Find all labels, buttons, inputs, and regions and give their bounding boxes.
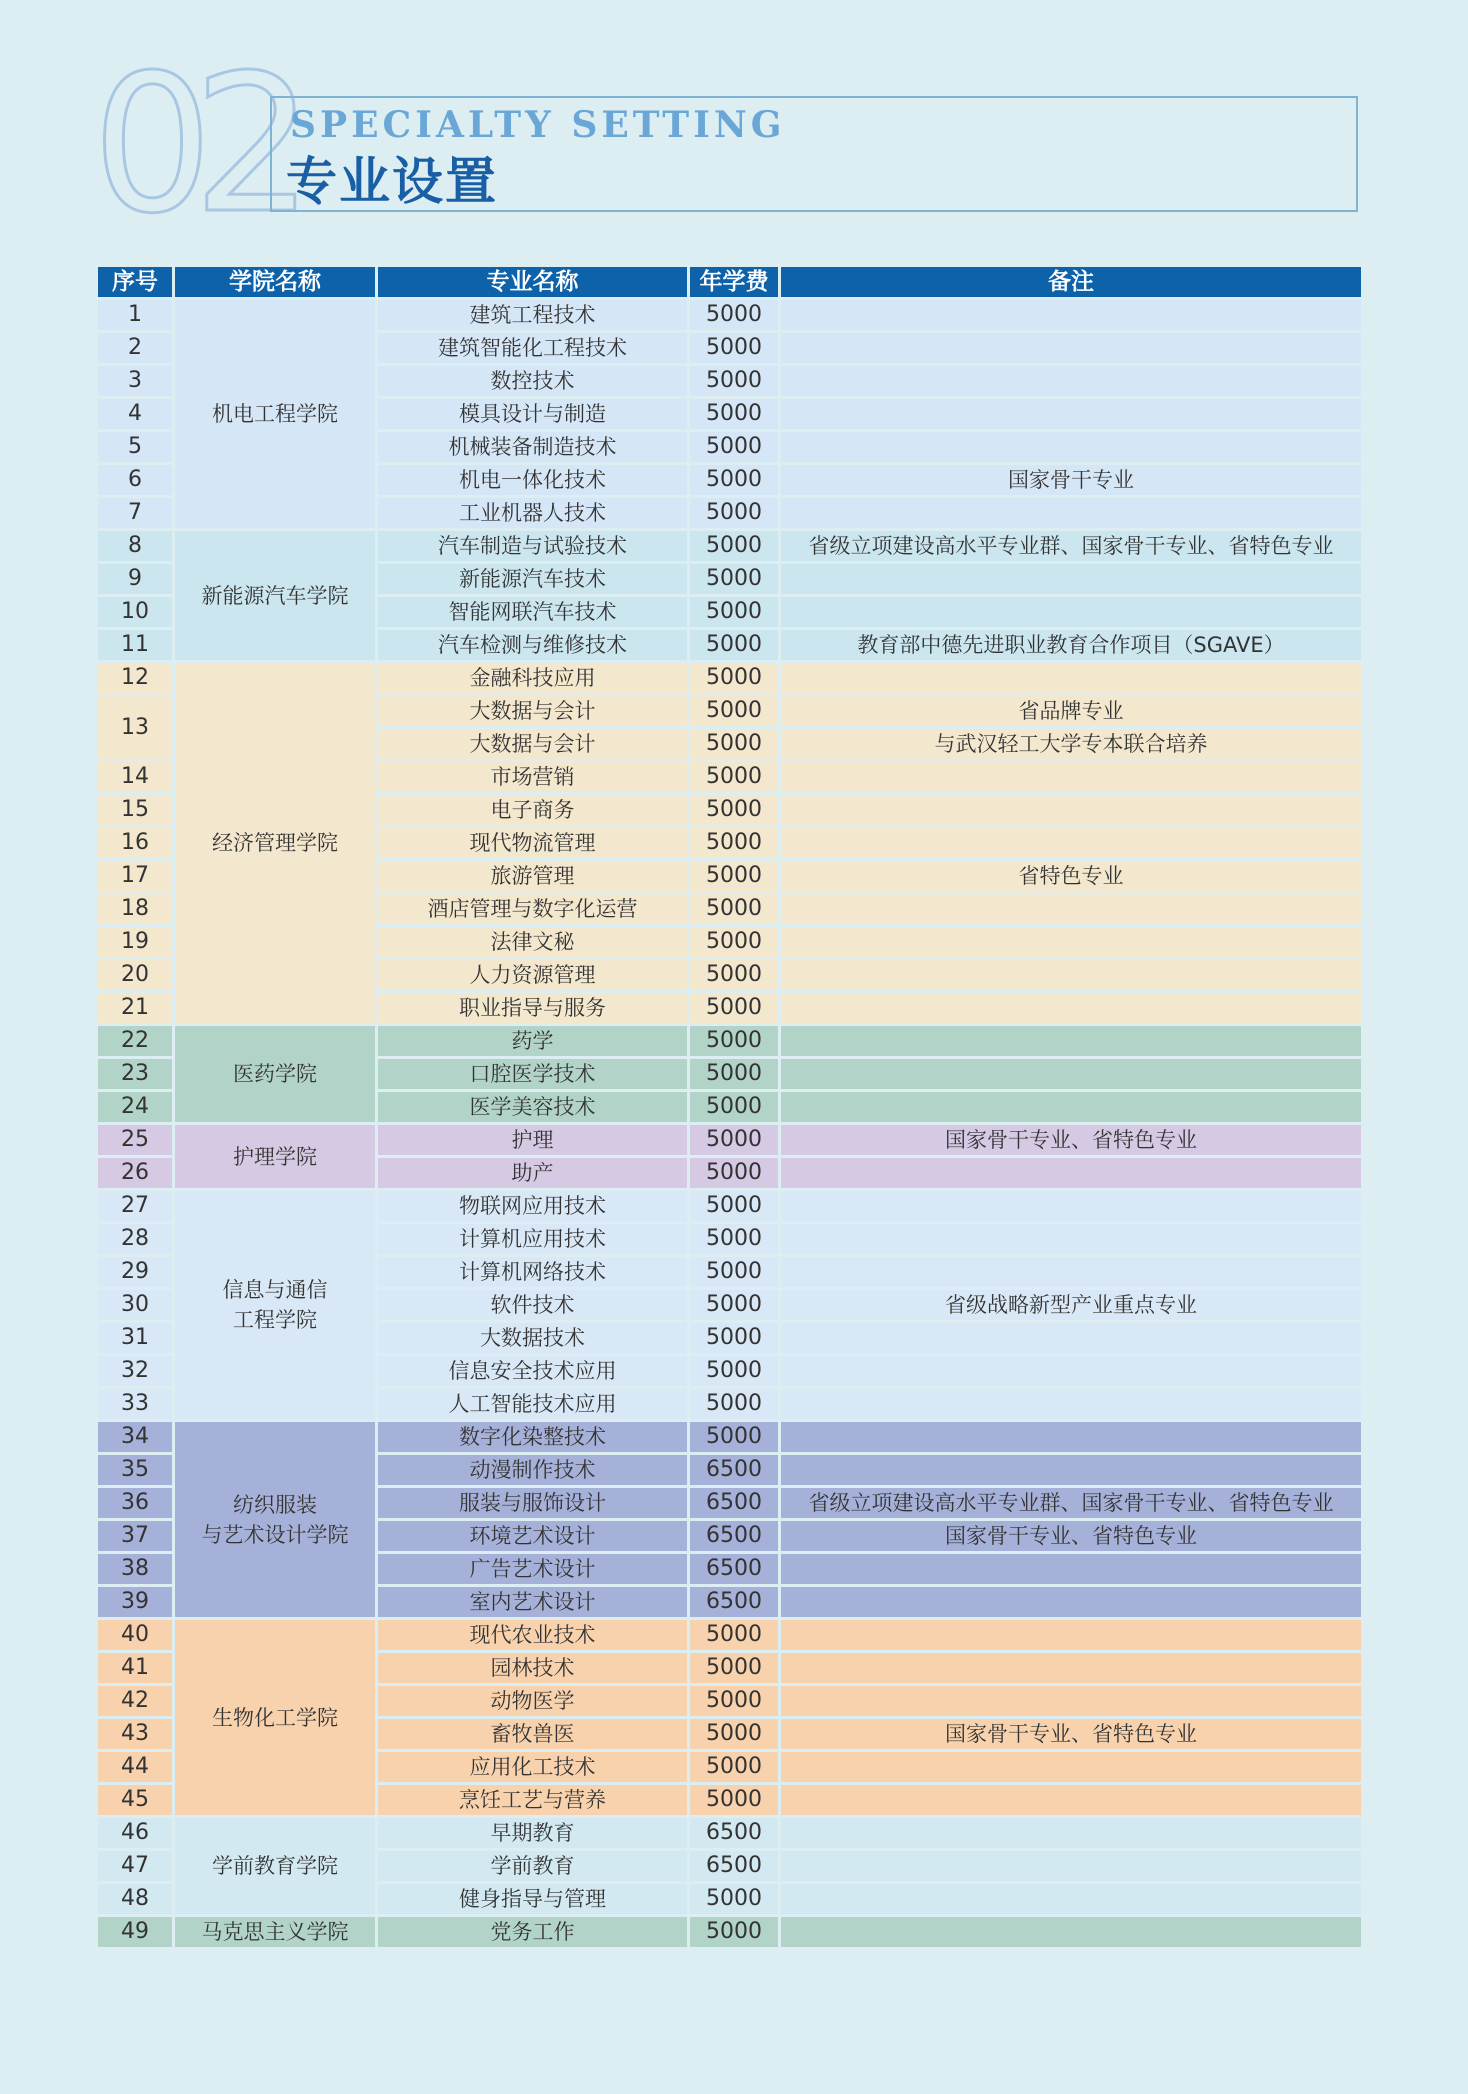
major-cell: 金融科技应用 <box>378 663 687 693</box>
major-cell: 护理 <box>378 1125 687 1155</box>
major-cell: 烹饪工艺与营养 <box>378 1785 687 1815</box>
table-row <box>98 1125 1361 1155</box>
seq-cell: 42 <box>98 1686 172 1716</box>
note-cell: 教育部中德先进职业教育合作项目（SGAVE） <box>781 630 1361 660</box>
major-cell: 智能网联汽车技术 <box>378 597 687 627</box>
seq-cell: 12 <box>98 663 172 693</box>
fee-cell: 5000 <box>690 960 778 990</box>
note-cell <box>781 366 1361 396</box>
seq-cell: 3 <box>98 366 172 396</box>
fee-cell: 5000 <box>690 1125 778 1155</box>
major-cell: 园林技术 <box>378 1653 687 1683</box>
table-row <box>98 663 1361 693</box>
note-cell <box>781 1224 1361 1254</box>
note-cell: 省级立项建设高水平专业群、国家骨干专业、省特色专业 <box>781 531 1361 561</box>
seq-cell: 20 <box>98 960 172 990</box>
fee-cell: 5000 <box>690 729 778 759</box>
table-row <box>98 1818 1361 1848</box>
major-cell: 市场营销 <box>378 762 687 792</box>
note-cell <box>781 1917 1361 1947</box>
fee-cell: 5000 <box>690 1323 778 1353</box>
note-cell <box>781 1884 1361 1914</box>
fee-cell: 5000 <box>690 1389 778 1419</box>
seq-cell: 27 <box>98 1191 172 1221</box>
fee-cell: 6500 <box>690 1488 778 1518</box>
note-cell <box>781 1554 1361 1584</box>
seq-cell: 18 <box>98 894 172 924</box>
seq-cell: 2 <box>98 333 172 363</box>
seq-cell: 37 <box>98 1521 172 1551</box>
seq-cell: 19 <box>98 927 172 957</box>
seq-cell: 8 <box>98 531 172 561</box>
major-cell: 电子商务 <box>378 795 687 825</box>
college-cell: 马克思主义学院 <box>175 1917 375 1947</box>
major-cell: 助产 <box>378 1158 687 1188</box>
svg-text:02: 02 <box>92 60 294 230</box>
table-row <box>98 1917 1361 1947</box>
major-cell: 服装与服饰设计 <box>378 1488 687 1518</box>
fee-cell: 5000 <box>690 1917 778 1947</box>
major-cell: 汽车检测与维修技术 <box>378 630 687 660</box>
note-cell <box>781 1752 1361 1782</box>
note-cell <box>781 1686 1361 1716</box>
major-cell: 大数据与会计 <box>378 729 687 759</box>
major-cell: 早期教育 <box>378 1818 687 1848</box>
seq-cell: 24 <box>98 1092 172 1122</box>
fee-cell: 5000 <box>690 927 778 957</box>
seq-cell: 41 <box>98 1653 172 1683</box>
major-cell: 动漫制作技术 <box>378 1455 687 1485</box>
fee-cell: 5000 <box>690 1191 778 1221</box>
major-cell: 健身指导与管理 <box>378 1884 687 1914</box>
note-cell <box>781 663 1361 693</box>
note-cell <box>781 564 1361 594</box>
seq-cell: 30 <box>98 1290 172 1320</box>
fee-cell: 5000 <box>690 1785 778 1815</box>
major-cell: 计算机应用技术 <box>378 1224 687 1254</box>
seq-cell: 29 <box>98 1257 172 1287</box>
fee-cell: 5000 <box>690 300 778 330</box>
college-cell: 信息与通信 工程学院 <box>175 1191 375 1419</box>
fee-cell: 5000 <box>690 1257 778 1287</box>
major-cell: 汽车制造与试验技术 <box>378 531 687 561</box>
major-cell: 物联网应用技术 <box>378 1191 687 1221</box>
note-cell <box>781 300 1361 330</box>
major-cell: 法律文秘 <box>378 927 687 957</box>
seq-cell: 22 <box>98 1026 172 1056</box>
major-cell: 人力资源管理 <box>378 960 687 990</box>
seq-cell: 44 <box>98 1752 172 1782</box>
major-cell: 广告艺术设计 <box>378 1554 687 1584</box>
seq-cell: 7 <box>98 498 172 528</box>
major-cell: 模具设计与制造 <box>378 399 687 429</box>
seq-cell: 38 <box>98 1554 172 1584</box>
major-cell: 计算机网络技术 <box>378 1257 687 1287</box>
fee-cell: 5000 <box>690 1290 778 1320</box>
note-cell <box>781 795 1361 825</box>
seq-cell: 48 <box>98 1884 172 1914</box>
fee-cell: 5000 <box>690 762 778 792</box>
seq-cell: 35 <box>98 1455 172 1485</box>
major-cell: 数字化染整技术 <box>378 1422 687 1452</box>
fee-cell: 5000 <box>690 465 778 495</box>
major-cell: 现代物流管理 <box>378 828 687 858</box>
note-cell <box>781 1158 1361 1188</box>
note-cell: 省级立项建设高水平专业群、国家骨干专业、省特色专业 <box>781 1488 1361 1518</box>
fee-cell: 5000 <box>690 597 778 627</box>
fee-cell: 5000 <box>690 696 778 726</box>
note-cell <box>781 1323 1361 1353</box>
college-cell: 机电工程学院 <box>175 300 375 528</box>
seq-cell: 1 <box>98 300 172 330</box>
college-cell: 纺织服装 与艺术设计学院 <box>175 1422 375 1617</box>
header-note: 备注 <box>781 267 1361 297</box>
seq-cell: 23 <box>98 1059 172 1089</box>
note-cell <box>781 597 1361 627</box>
seq-cell: 9 <box>98 564 172 594</box>
fee-cell: 6500 <box>690 1818 778 1848</box>
note-cell <box>781 1818 1361 1848</box>
major-cell: 机械装备制造技术 <box>378 432 687 462</box>
fee-cell: 5000 <box>690 1158 778 1188</box>
seq-cell: 32 <box>98 1356 172 1386</box>
college-cell: 经济管理学院 <box>175 663 375 1023</box>
fee-cell: 5000 <box>690 432 778 462</box>
table-row <box>98 1191 1361 1221</box>
header-major: 专业名称 <box>378 267 687 297</box>
specialty-table <box>95 264 1364 1950</box>
note-cell <box>781 762 1361 792</box>
seq-cell: 4 <box>98 399 172 429</box>
major-cell: 口腔医学技术 <box>378 1059 687 1089</box>
note-cell <box>781 828 1361 858</box>
college-cell: 生物化工学院 <box>175 1620 375 1815</box>
seq-cell: 15 <box>98 795 172 825</box>
note-cell <box>781 1092 1361 1122</box>
fee-cell: 5000 <box>690 564 778 594</box>
fee-cell: 5000 <box>690 1884 778 1914</box>
fee-cell: 5000 <box>690 630 778 660</box>
note-cell: 国家骨干专业 <box>781 465 1361 495</box>
note-cell: 国家骨干专业、省特色专业 <box>781 1719 1361 1749</box>
table-row <box>98 1422 1361 1452</box>
fee-cell: 5000 <box>690 828 778 858</box>
seq-cell: 34 <box>98 1422 172 1452</box>
seq-cell: 47 <box>98 1851 172 1881</box>
fee-cell: 5000 <box>690 1026 778 1056</box>
major-cell: 现代农业技术 <box>378 1620 687 1650</box>
major-cell: 动物医学 <box>378 1686 687 1716</box>
fee-cell: 5000 <box>690 1059 778 1089</box>
major-cell: 信息安全技术应用 <box>378 1356 687 1386</box>
major-cell: 大数据技术 <box>378 1323 687 1353</box>
major-cell: 人工智能技术应用 <box>378 1389 687 1419</box>
major-cell: 新能源汽车技术 <box>378 564 687 594</box>
note-cell <box>781 1191 1361 1221</box>
note-cell <box>781 333 1361 363</box>
fee-cell: 6500 <box>690 1554 778 1584</box>
fee-cell: 5000 <box>690 333 778 363</box>
major-cell: 室内艺术设计 <box>378 1587 687 1617</box>
note-cell <box>781 894 1361 924</box>
seq-cell: 49 <box>98 1917 172 1947</box>
fee-cell: 5000 <box>690 1422 778 1452</box>
fee-cell: 5000 <box>690 1356 778 1386</box>
fee-cell: 5000 <box>690 894 778 924</box>
section-title-cn: 专业设置 <box>286 153 499 212</box>
header-college: 学院名称 <box>175 267 375 297</box>
major-cell: 大数据与会计 <box>378 696 687 726</box>
major-cell: 应用化工技术 <box>378 1752 687 1782</box>
table-row <box>98 531 1361 561</box>
major-cell: 环境艺术设计 <box>378 1521 687 1551</box>
seq-cell: 5 <box>98 432 172 462</box>
fee-cell: 5000 <box>690 399 778 429</box>
major-cell: 药学 <box>378 1026 687 1056</box>
fee-cell: 5000 <box>690 993 778 1023</box>
major-cell: 酒店管理与数字化运营 <box>378 894 687 924</box>
college-cell: 新能源汽车学院 <box>175 531 375 660</box>
header-seq: 序号 <box>98 267 172 297</box>
note-cell: 与武汉轻工大学专本联合培养 <box>781 729 1361 759</box>
seq-cell: 17 <box>98 861 172 891</box>
fee-cell: 6500 <box>690 1521 778 1551</box>
note-cell <box>781 1356 1361 1386</box>
seq-cell: 10 <box>98 597 172 627</box>
seq-cell: 45 <box>98 1785 172 1815</box>
note-cell <box>781 1785 1361 1815</box>
note-cell: 省品牌专业 <box>781 696 1361 726</box>
note-cell <box>781 960 1361 990</box>
section-title-en: SPECIALTY SETTING <box>290 104 786 146</box>
note-cell <box>781 1620 1361 1650</box>
college-cell: 护理学院 <box>175 1125 375 1188</box>
fee-cell: 6500 <box>690 1587 778 1617</box>
fee-cell: 5000 <box>690 498 778 528</box>
note-cell <box>781 432 1361 462</box>
note-cell <box>781 1851 1361 1881</box>
note-cell <box>781 1026 1361 1056</box>
fee-cell: 5000 <box>690 795 778 825</box>
note-cell <box>781 1257 1361 1287</box>
seq-cell: 46 <box>98 1818 172 1848</box>
table-body <box>98 300 1361 1947</box>
seq-cell: 16 <box>98 828 172 858</box>
fee-cell: 5000 <box>690 1620 778 1650</box>
major-cell: 畜牧兽医 <box>378 1719 687 1749</box>
college-cell: 医药学院 <box>175 1026 375 1122</box>
seq-cell: 43 <box>98 1719 172 1749</box>
seq-cell: 26 <box>98 1158 172 1188</box>
note-cell <box>781 498 1361 528</box>
header-fee: 年学费 <box>690 267 778 297</box>
major-cell: 数控技术 <box>378 366 687 396</box>
seq-cell: 13 <box>98 696 172 759</box>
major-cell: 工业机器人技术 <box>378 498 687 528</box>
note-cell: 省特色专业 <box>781 861 1361 891</box>
note-cell <box>781 927 1361 957</box>
seq-cell: 14 <box>98 762 172 792</box>
seq-cell: 28 <box>98 1224 172 1254</box>
seq-cell: 36 <box>98 1488 172 1518</box>
note-cell <box>781 993 1361 1023</box>
table-row <box>98 1620 1361 1650</box>
fee-cell: 5000 <box>690 1653 778 1683</box>
seq-cell: 31 <box>98 1323 172 1353</box>
note-cell <box>781 1389 1361 1419</box>
major-cell: 党务工作 <box>378 1917 687 1947</box>
fee-cell: 5000 <box>690 531 778 561</box>
fee-cell: 5000 <box>690 366 778 396</box>
seq-cell: 6 <box>98 465 172 495</box>
seq-cell: 40 <box>98 1620 172 1650</box>
fee-cell: 5000 <box>690 1092 778 1122</box>
note-cell <box>781 1587 1361 1617</box>
fee-cell: 6500 <box>690 1455 778 1485</box>
seq-cell: 39 <box>98 1587 172 1617</box>
fee-cell: 6500 <box>690 1851 778 1881</box>
seq-cell: 33 <box>98 1389 172 1419</box>
fee-cell: 5000 <box>690 861 778 891</box>
seq-cell: 25 <box>98 1125 172 1155</box>
major-cell: 建筑工程技术 <box>378 300 687 330</box>
major-cell: 建筑智能化工程技术 <box>378 333 687 363</box>
table-header-row <box>98 267 1361 297</box>
major-cell: 旅游管理 <box>378 861 687 891</box>
note-cell: 国家骨干专业、省特色专业 <box>781 1521 1361 1551</box>
seq-cell: 21 <box>98 993 172 1023</box>
major-cell: 医学美容技术 <box>378 1092 687 1122</box>
fee-cell: 5000 <box>690 1224 778 1254</box>
fee-cell: 5000 <box>690 1686 778 1716</box>
major-cell: 学前教育 <box>378 1851 687 1881</box>
major-cell: 职业指导与服务 <box>378 993 687 1023</box>
note-cell: 省级战略新型产业重点专业 <box>781 1290 1361 1320</box>
note-cell <box>781 1455 1361 1485</box>
note-cell <box>781 1653 1361 1683</box>
table-row <box>98 1026 1361 1056</box>
seq-cell: 11 <box>98 630 172 660</box>
major-cell: 机电一体化技术 <box>378 465 687 495</box>
note-cell <box>781 1059 1361 1089</box>
note-cell <box>781 399 1361 429</box>
college-cell: 学前教育学院 <box>175 1818 375 1914</box>
note-cell <box>781 1422 1361 1452</box>
fee-cell: 5000 <box>690 1719 778 1749</box>
note-cell: 国家骨干专业、省特色专业 <box>781 1125 1361 1155</box>
fee-cell: 5000 <box>690 1752 778 1782</box>
table-row <box>98 300 1361 330</box>
fee-cell: 5000 <box>690 663 778 693</box>
major-cell: 软件技术 <box>378 1290 687 1320</box>
